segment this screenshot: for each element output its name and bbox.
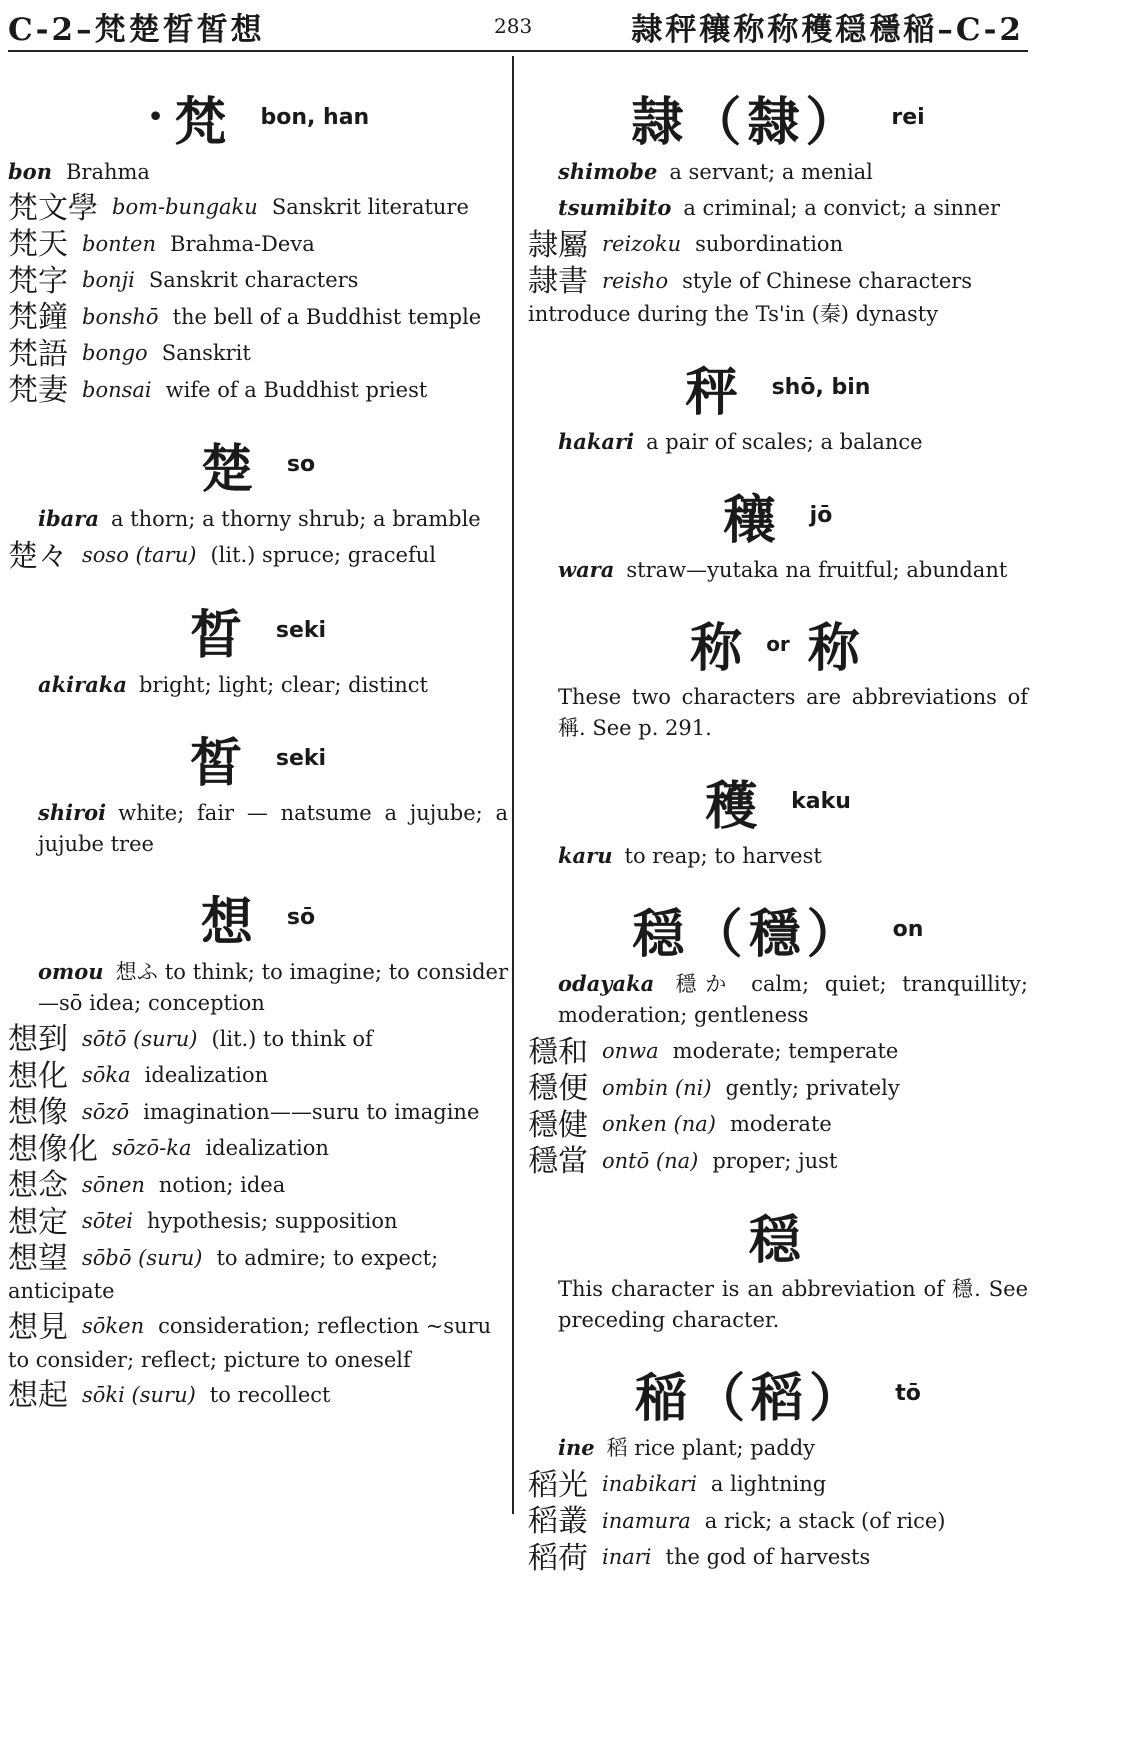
english-gloss: gently; privately [725,1075,900,1100]
romaji-reading: sōzō-ka [112,1136,192,1160]
romaji-reading: ine [558,1435,595,1460]
headword-block [8,593,508,666]
romaji-reading: inari [602,1545,652,1569]
romaji-reading: sōken [82,1314,145,1338]
english-gloss: white; fair — natsume a jujube; a jujube tree [38,800,508,856]
romaji-reading: inabikari [602,1472,697,1496]
romaji-reading: sōtei [82,1209,134,1233]
dictionary-entry [8,156,508,188]
romaji-reading: bonten [82,231,157,256]
english-gloss: moderate [729,1112,832,1136]
english-gloss: straw—yutaka na fruitful; abundant [626,558,1008,582]
romaji-reading: sōbō (suru) [82,1245,203,1270]
dictionary-entry [528,1541,1028,1575]
romaji-reading: sōka [82,1063,131,1087]
compound-word: 梵文學 [8,190,98,226]
compound-word: 楚々 [8,538,68,574]
headword-reading: rei [891,105,925,130]
definition-paragraph [8,503,508,535]
compound-word: 想望 [8,1241,68,1276]
english-gloss: to recollect [209,1382,331,1407]
romaji-reading: tsumibito [558,195,672,220]
dictionary-entry [8,1169,508,1203]
dictionary-entry [8,1059,508,1093]
dictionary-entry [528,1108,1028,1142]
romaji-reading: bonji [82,268,135,292]
dictionary-entry [528,1072,1028,1106]
dictionary-entry [8,539,508,573]
english-gloss: a lightning [710,1472,827,1496]
headword-kanji: 称 [807,618,866,679]
dictionary-entry [8,1310,508,1376]
english-gloss: a thorn; a thorny shrub; a bramble [110,507,481,531]
english-gloss: Brahma-Deva [170,231,315,256]
english-gloss: (lit.) spruce; graceful [210,543,436,567]
definition-paragraph [528,682,1028,744]
definition-paragraph [8,797,508,860]
headword-reading: sō [286,904,316,930]
headword-kanji: 晳 [189,604,248,666]
compound-word: 穩便 [528,1071,588,1106]
compound-word: 梵妻 [8,373,68,408]
english-gloss: wife of a Buddhist priest [165,377,428,402]
compound-word: 梵鐘 [8,300,68,335]
headword-block [528,80,1028,153]
dictionary-entry [8,228,508,262]
dictionary-entry [528,265,1028,331]
dictionary-entry [8,1023,508,1057]
column-divider [512,56,514,1514]
romaji-reading: reisho [602,268,669,293]
headword-block [528,478,1028,551]
left-column [8,60,508,1415]
definition-paragraph [8,956,508,1019]
right-column [528,60,1028,1578]
romaji-reading: bon [8,159,52,184]
compound-word: 想像化 [8,1131,98,1167]
dictionary-entry [8,1242,508,1308]
english-gloss: hypothesis; supposition [147,1209,398,1233]
headword-kanji: 穏（穩） [632,904,865,965]
headword-block [8,80,508,153]
romaji-reading: omou [38,958,104,984]
romaji-reading: bonshō [82,304,159,329]
headword-block [528,892,1028,965]
english-gloss: moderate; temperate [672,1039,899,1063]
headword-reading: tō [895,1381,921,1406]
compound-word: 稻光 [528,1467,588,1503]
romaji-reading: wara [558,557,615,582]
headword-kanji: 想 [200,891,259,953]
english-gloss: 稻 rice plant; paddy [606,1436,816,1460]
dictionary-entry [8,1096,508,1130]
compound-word: 穩和 [528,1034,588,1070]
english-gloss: (lit.) to think of [211,1026,373,1051]
english-gloss: idealization [205,1136,329,1160]
english-gloss: style of Chinese characters introduce during the Ts'in (秦) dynasty [528,268,973,326]
english-gloss: the god of harvests [665,1545,871,1569]
compound-word: 穩健 [528,1107,588,1143]
english-gloss: Brahma [65,160,150,184]
page-header [8,4,1024,50]
headword-block [8,721,508,794]
english-gloss: Sanskrit characters [148,268,359,292]
english-gloss: Sanskrit literature [271,195,469,219]
compound-word: 隷書 [528,264,588,299]
headword-kanji: 楚 [200,439,259,500]
english-gloss: These two characters are abbreviations of 稱. See p. 291. [558,685,1028,740]
headword-kanji: 稲（稻） [635,1368,868,1429]
compound-word: 隷屬 [528,227,588,263]
romaji-reading: karu [558,843,613,868]
romaji-reading: bonsai [82,377,152,402]
headword-block [528,1198,1028,1271]
headword-block [528,350,1028,423]
headword-reading: bon, han [260,105,370,130]
dictionary-entry [528,1035,1028,1069]
headword-kanji: 穏 [748,1210,807,1271]
definition-paragraph [528,840,1028,872]
compound-word: 梵語 [8,336,68,372]
dictionary-entry [528,1145,1028,1179]
headword-block [528,764,1028,837]
english-gloss: imagination——suru to imagine [143,1099,480,1124]
dictionary-entry [8,1379,508,1413]
definition-paragraph [528,968,1028,1031]
definition-paragraph [8,669,508,701]
dictionary-entry [528,1468,1028,1502]
romaji-reading: ontō (na) [602,1148,699,1173]
headword-kanji: 穰 [723,490,782,551]
bullet-mark: • [146,100,165,135]
english-gloss: bright; light; clear; distinct [138,672,428,697]
headword-reading: so [286,452,316,477]
english-gloss: 穩か calm; quiet; tranquillity; moderation; gentleness [558,972,1028,1027]
romaji-reading: sōtō (suru) [82,1026,198,1051]
compound-word: 想定 [8,1204,68,1240]
english-gloss: to reap; to harvest [624,844,822,868]
dictionary-entry [8,337,508,371]
english-gloss: a rick; a stack (of rice) [704,1508,946,1533]
english-gloss: a criminal; a convict; a sinner [683,196,1001,220]
english-gloss: This character is an abbreviation of 穩. See preceding character. [558,1277,1028,1332]
romaji-reading: odayaka [558,971,655,996]
compound-word: 穩當 [528,1144,588,1179]
english-gloss: to admire; to expect; anticipate [8,1245,439,1303]
dictionary-entry [8,1132,508,1166]
dictionary-entry [8,191,508,225]
headword-kanji: 隷（隸） [631,92,864,153]
headword-block [528,606,1028,679]
definition-paragraph [528,426,1028,458]
compound-word: 稻叢 [528,1504,588,1539]
headword-reading: seki [275,745,327,771]
romaji-reading: shimobe [558,159,658,184]
romaji-reading: reizoku [602,232,682,256]
headword-kanji: 穫 [705,776,764,837]
compound-word: 想念 [8,1168,68,1203]
romaji-reading: ibara [38,506,99,531]
english-gloss: consideration; reflection ~suru to consider; reflect; picture to oneself [8,1314,492,1372]
header-left-guide: C-2–梵楚晳皙想 [8,12,265,48]
compound-word: 想像 [8,1095,68,1130]
dictionary-entry [8,264,508,298]
definition-paragraph [528,1432,1028,1464]
headword-kanji: 秤 [685,362,744,423]
compound-word: 梵天 [8,227,68,262]
headword-block [8,427,508,500]
compound-word: 梵字 [8,263,68,299]
romaji-reading: sōnen [82,1172,145,1197]
romaji-reading: soso (taru) [82,543,197,567]
romaji-reading: hakari [558,429,635,454]
romaji-reading: ombin (ni) [602,1075,712,1100]
dictionary-entry [528,1505,1028,1539]
headword-reading: seki [275,617,327,643]
romaji-reading: sōzō [82,1099,130,1124]
dictionary-entry [8,301,508,335]
headword-block [8,880,508,953]
english-gloss: idealization [144,1063,269,1087]
compound-word: 想到 [8,1022,68,1057]
english-gloss: the bell of a Buddhist temple [172,304,482,329]
english-gloss: Sanskrit [161,341,251,365]
header-rule [8,50,1028,52]
compound-word: 想起 [8,1378,68,1413]
or-label: or [766,631,790,656]
definition-paragraph [528,156,1028,188]
definition-paragraph [528,554,1028,586]
header-right-guide: 隷秤穰称称穫穏穩稲–C-2 [631,12,1024,48]
english-gloss: a servant; a menial [669,160,873,184]
headword-kanji: 皙 [189,732,248,794]
romaji-reading: onwa [602,1039,659,1063]
romaji-reading: akiraka [38,671,127,697]
romaji-reading: bom-bungaku [112,195,258,219]
english-gloss: notion; idea [158,1172,286,1197]
headword-kanji: 称 [690,618,749,679]
headword-reading: jō [809,503,833,528]
romaji-reading: bongo [82,341,148,365]
romaji-reading: shiroi [38,799,107,825]
dictionary-entry [8,1205,508,1239]
headword-reading: shō, bin [771,375,871,400]
romaji-reading: onken (na) [602,1112,716,1136]
english-gloss: subordination [695,232,844,256]
headword-reading: on [892,917,924,942]
romaji-reading: inamura [602,1508,691,1533]
compound-word: 稻荷 [528,1540,588,1576]
dictionary-entry [528,228,1028,262]
headword-block [528,1356,1028,1429]
english-gloss: 想ふ to think; to imagine; to consider—sō idea; conception [38,959,508,1015]
page-number: 283 [494,14,533,38]
headword-reading: kaku [791,789,851,814]
english-gloss: a pair of scales; a balance [646,430,923,454]
english-gloss: proper; just [712,1148,838,1173]
compound-word: 想見 [8,1309,68,1345]
dictionary-entry [8,374,508,408]
headword-kanji: 梵 [174,92,233,153]
definition-paragraph [528,192,1028,224]
compound-word: 想化 [8,1058,68,1094]
romaji-reading: sōki (suru) [82,1382,196,1407]
definition-paragraph [528,1274,1028,1336]
